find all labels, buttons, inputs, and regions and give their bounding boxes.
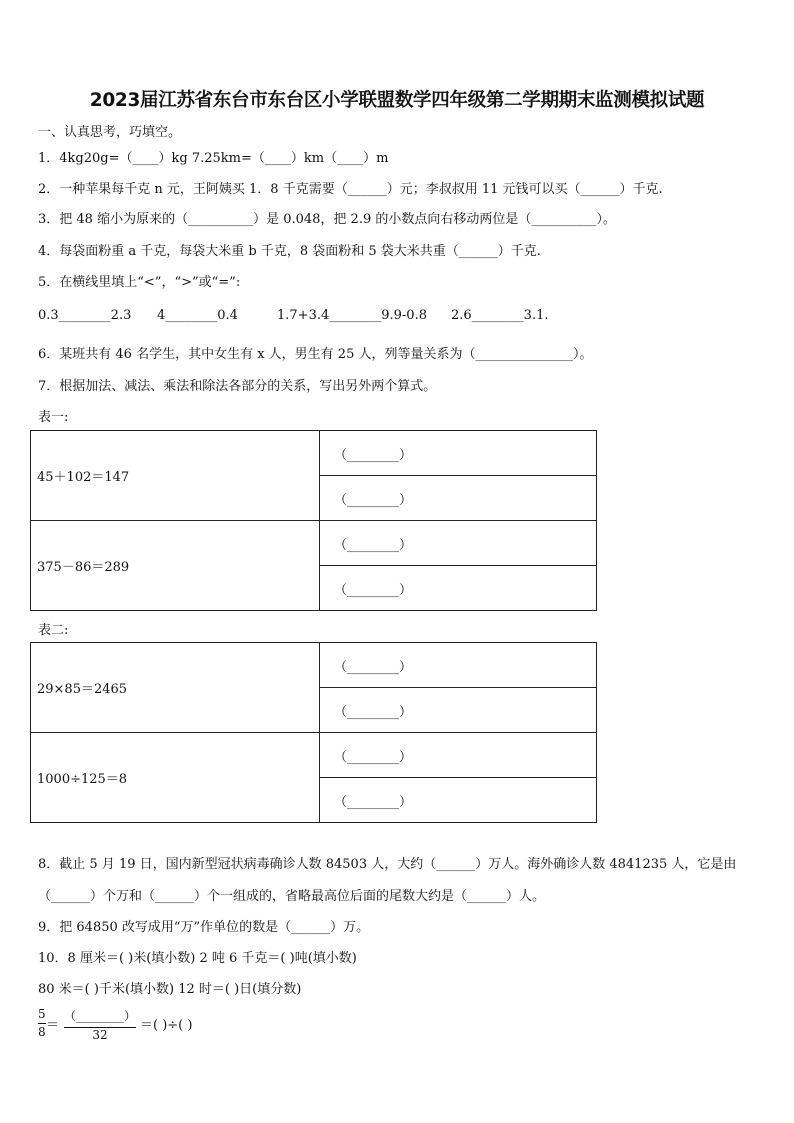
question-10-line-2: 80 米＝( )千米(填小数) 12 时＝( )日(填分数) bbox=[38, 982, 302, 997]
division-blank[interactable]: ＝( )÷( ) bbox=[140, 1018, 193, 1033]
table-2 bbox=[30, 642, 597, 823]
table-1-answer-blank[interactable]: （________） bbox=[320, 431, 597, 476]
question-9: 9．把 64850 改写成用“万”作单位的数是（______）万。 bbox=[38, 920, 370, 935]
question-3: 3．把 48 缩小为原来的（__________）是 0.048，把 2.9 的小数点向右移动两位是（__________）。 bbox=[38, 212, 616, 227]
table-2-label: 表二: bbox=[38, 623, 69, 638]
question-10-line-1: 10．8 厘米＝( )米(填小数) 2 吨 6 千克＝( )吨(填小数) bbox=[38, 951, 357, 966]
fraction-numerator: 5 bbox=[38, 1007, 46, 1021]
table-2-answer-blank[interactable]: （________） bbox=[320, 688, 597, 733]
table-1-label: 表一: bbox=[38, 410, 69, 425]
question-8-line-1: 8．截止 5 月 19 日，国内新型冠状病毒确诊人数 84503 人，大约（______）万人。海外确诊人数 4841235 人，它是由 bbox=[38, 857, 737, 872]
table-1-equation-2: 375－86＝289 bbox=[31, 521, 320, 611]
fraction-bar bbox=[38, 1023, 46, 1024]
table-1-answer-blank[interactable]: （________） bbox=[320, 476, 597, 521]
question-8-line-2: （______）个万和（______）个一组成的，省略最高位后面的尾数大约是（______）人。 bbox=[38, 889, 546, 904]
compare-item-4: 2.6________3.1. bbox=[451, 308, 549, 323]
table-1 bbox=[30, 430, 597, 611]
table-2-answer-blank[interactable]: （________） bbox=[320, 643, 597, 688]
question-2: 2．一种苹果每千克 n 元，王阿姨买 1．8 千克需要（______）元；李叔叔用 11 元钱可以买（______）千克. bbox=[38, 182, 663, 197]
question-1: 1．4kg20g=（____）kg 7.25km=（____）km（____）m bbox=[38, 151, 389, 166]
compare-item-1: 0.3________2.3 bbox=[38, 308, 132, 323]
question-5: 5．在横线里填上“<”，“>”或“=”: bbox=[38, 275, 241, 290]
table-1-answer-blank[interactable]: （________） bbox=[320, 521, 597, 566]
fraction-over-32 bbox=[64, 1007, 136, 1042]
compare-item-3: 1.7+3.4________9.9-0.8 bbox=[277, 308, 427, 323]
equals-sign: ＝ bbox=[46, 1018, 60, 1033]
table-2-answer-blank[interactable]: （________） bbox=[320, 733, 597, 778]
exam-title: 2023届江苏省东台市东台区小学联盟数学四年级第二学期期末监测模拟试题 bbox=[89, 90, 705, 111]
fraction-numerator-blank[interactable]: （________） bbox=[64, 1009, 137, 1023]
table-2-equation-1: 29×85＝2465 bbox=[31, 643, 320, 733]
fraction-denominator: 8 bbox=[38, 1025, 46, 1039]
table-1-answer-blank[interactable]: （________） bbox=[320, 566, 597, 611]
table-2-answer-blank[interactable]: （________） bbox=[320, 778, 597, 823]
section-heading: 一、认真思考，巧填空。 bbox=[38, 125, 182, 140]
fraction-denominator: 32 bbox=[92, 1028, 108, 1042]
compare-item-2: 4________0.4 bbox=[157, 308, 238, 323]
question-6: 6．某班共有 46 名学生，其中女生有 x 人，男生有 25 人，列等量关系为（_______________）。 bbox=[38, 347, 593, 362]
table-2-equation-2: 1000÷125＝8 bbox=[31, 733, 320, 823]
question-4: 4．每袋面粉重 a 千克，每袋大米重 b 千克，8 袋面粉和 5 袋大米共重（______）千克. bbox=[38, 244, 541, 259]
question-7: 7．根据加法、减法、乘法和除法各部分的关系，写出另外两个算式。 bbox=[38, 379, 437, 394]
table-1-equation-1: 45＋102＝147 bbox=[31, 431, 320, 521]
